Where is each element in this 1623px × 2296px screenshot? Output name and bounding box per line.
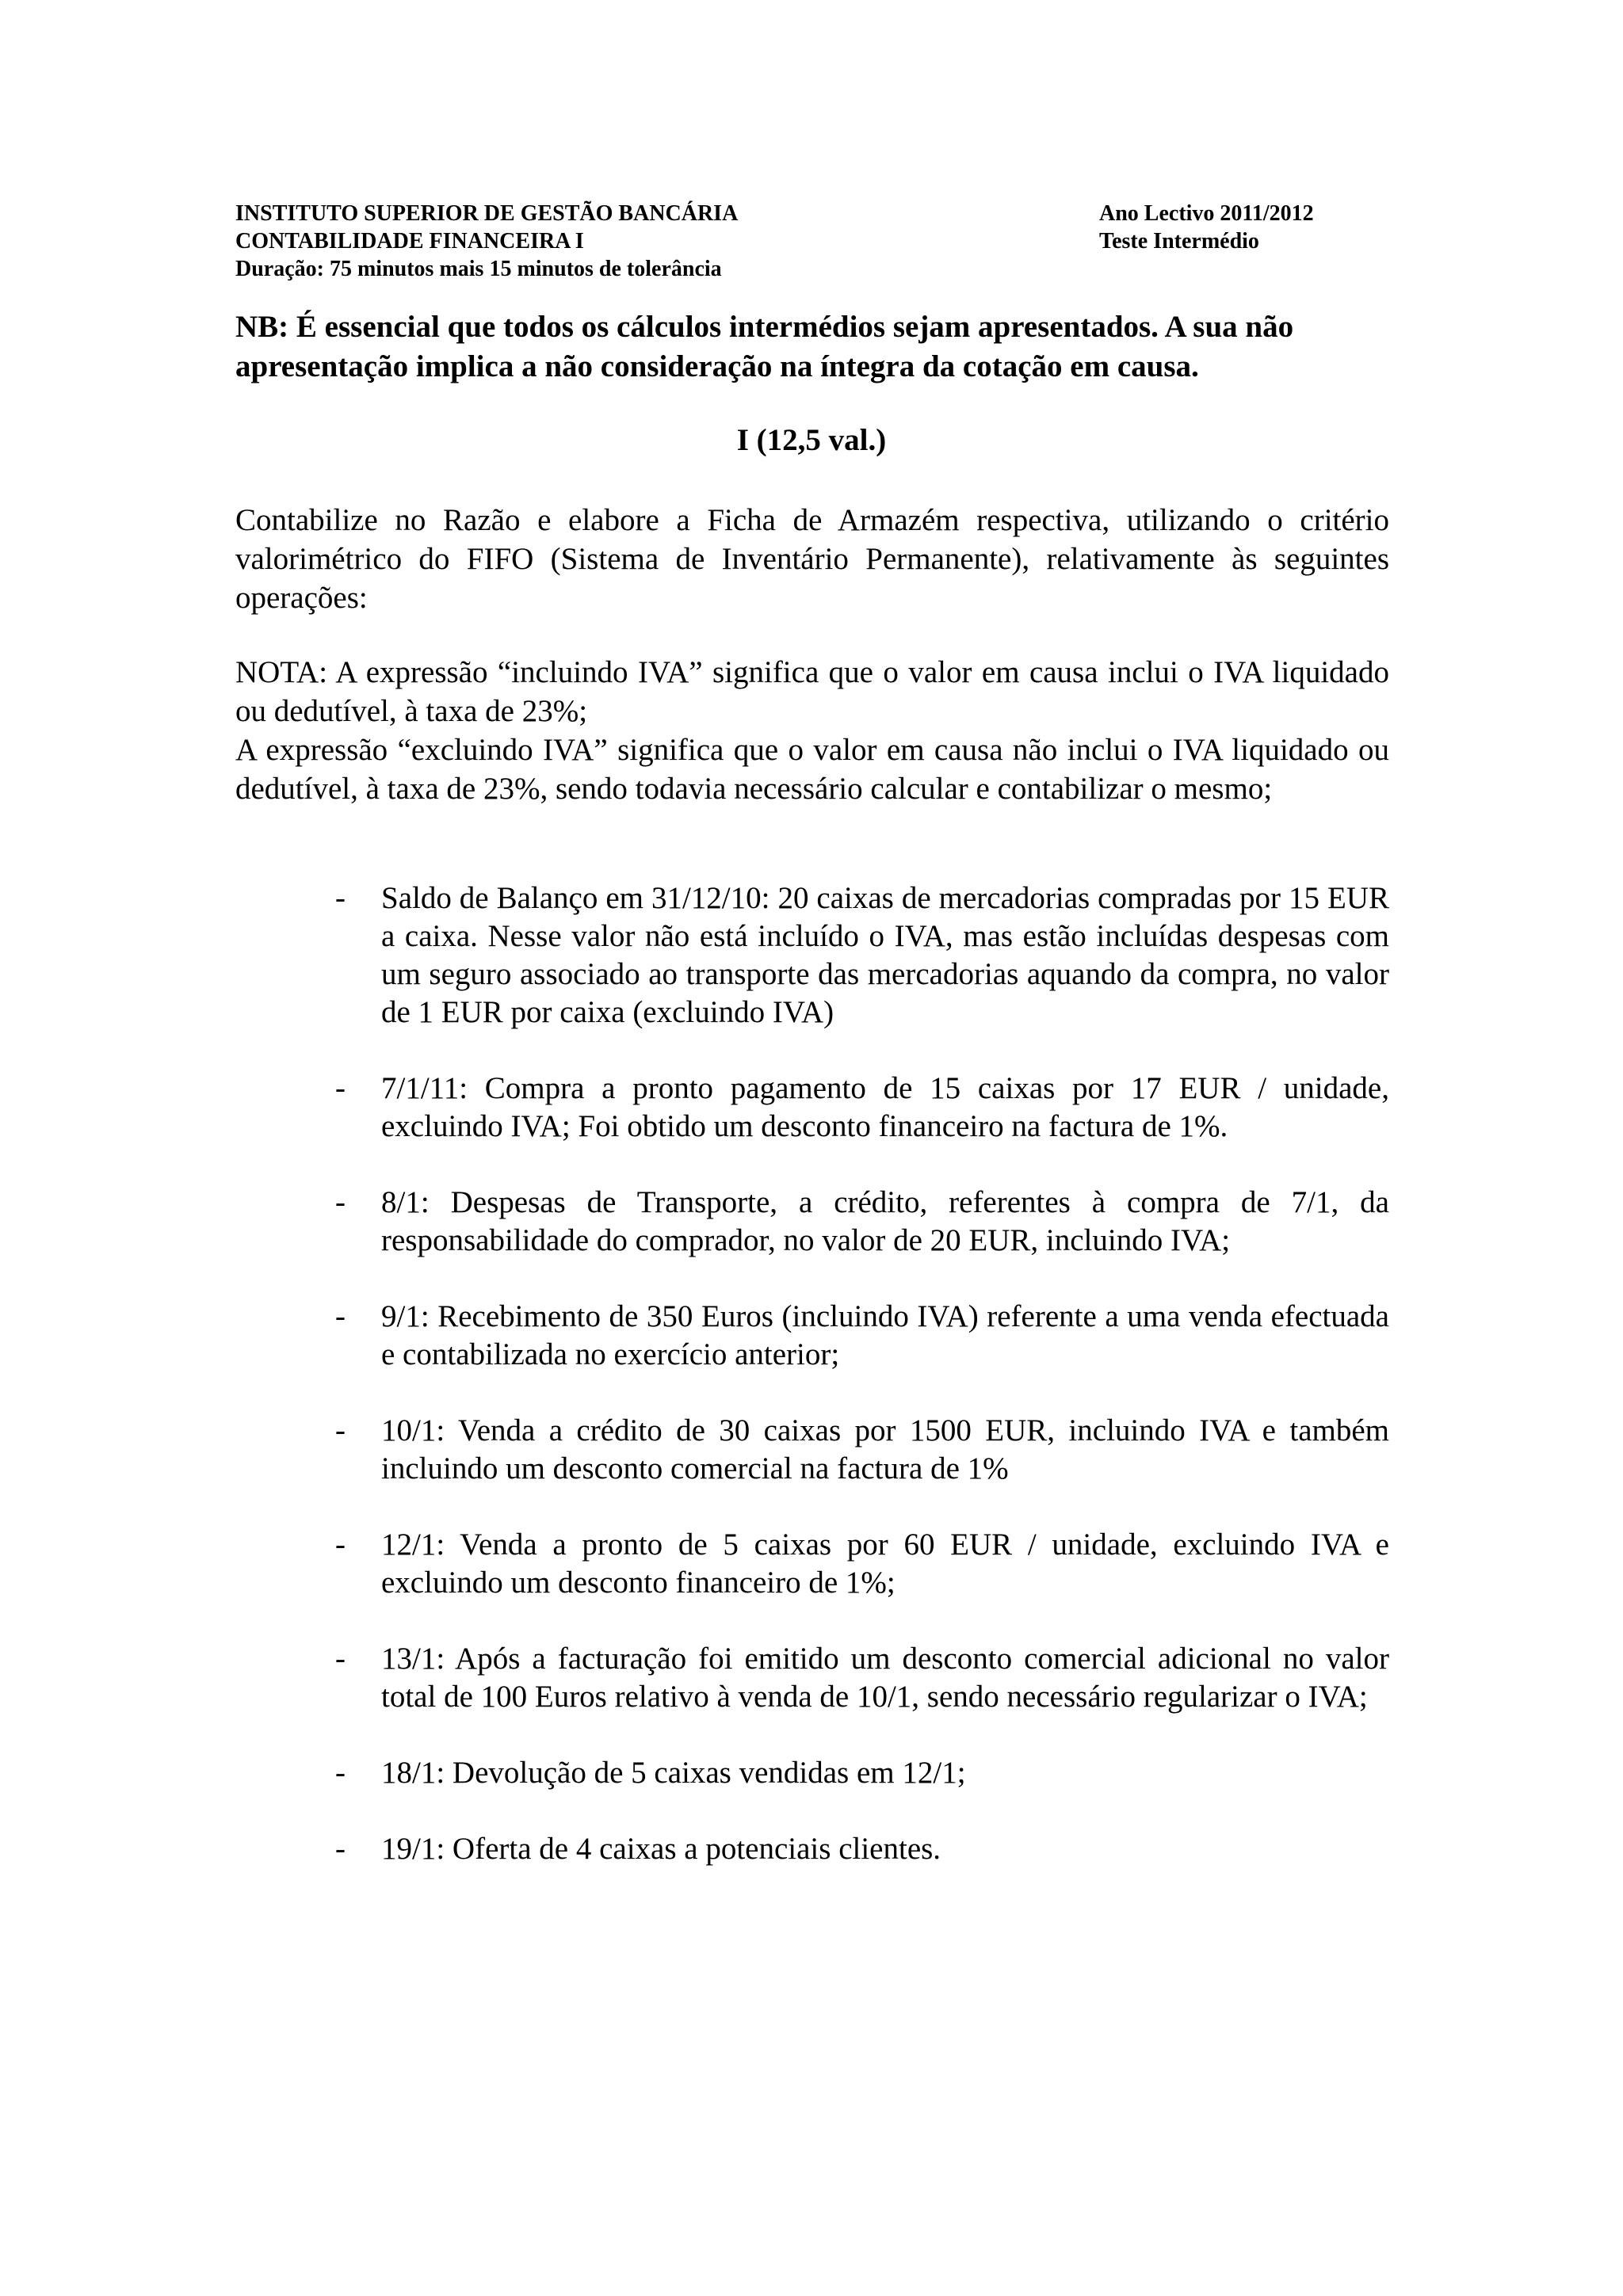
list-dash: - [335,1299,346,1333]
operation-text: 12/1: Venda a pronto de 5 caixas por 60 EUR / unidade, excluindo IVA e excluindo um desconto financeiro de 1%; [381,1527,1389,1600]
list-dash: - [335,1185,346,1219]
nb-notice: NB: É essencial que todos os cálculos intermédios sejam apresentados. A sua não apresentação implica a não consideração na íntegra da cotação em causa. [235,310,1294,383]
operation-text: 8/1: Despesas de Transporte, a crédito, referentes à compra de 7/1, da responsabilidade do comprador, no valor de 20 EUR, incluindo IVA; [381,1185,1389,1257]
academic-year: Ano Lectivo 2011/2012 [1099,201,1314,226]
list-item [329,1754,1389,1792]
list-dash: - [335,1832,346,1866]
list-dash: - [335,881,346,915]
note-line-1: NOTA: A expressão “incluindo IVA” significa que o valor em causa inclui o IVA liquidado ou dedutível, à taxa de 23%; [235,655,1389,728]
list-dash: - [335,1642,346,1676]
list-item [329,879,1389,1032]
header-row-1 [235,200,1361,227]
list-item [329,1412,1389,1488]
list-dash: - [335,1756,346,1790]
header-row-3 [235,255,1361,283]
operation-text: 7/1/11: Compra a pronto pagamento de 15 caixas por 17 EUR / unidade, excluindo IVA; Foi obtido um desconto financeiro na factura de 1%. [381,1071,1389,1143]
list-dash: - [335,1413,346,1447]
operation-text: 19/1: Oferta de 4 caixas a potenciais clientes. [381,1832,941,1866]
list-item [329,1830,1389,1868]
section-intro: Contabilize no Razão e elabore a Ficha de Armazém respectiva, utilizando o critério valorimétrico do FIFO (Sistema de Inventário Permanente), relativamente às seguintes operações: [235,503,1389,615]
operation-text: 13/1: Após a facturação foi emitido um desconto comercial adicional no valor total de 100 Euros relativo à venda de 10/1, sendo necessário regularizar o IVA; [381,1642,1389,1714]
operations-list [329,879,1389,1906]
exam-duration: Duração: 75 minutos mais 15 minutos de tolerância [235,257,722,281]
document-header [235,200,1361,283]
note-block [235,653,1389,808]
note-line-2: A expressão “excluindo IVA” significa que o valor em causa não inclui o IVA liquidado ou dedutível, à taxa de 23%, sendo todavia necessário calcular e contabilizar o mesmo; [235,733,1389,806]
operation-text: Saldo de Balanço em 31/12/10: 20 caixas de mercadorias compradas por 15 EUR a caixa. Nesse valor não está incluído o IVA, mas estão incluídas despesas com um seguro associado ao transporte das mercadorias aquando da compra, no valor de 1 EUR por caixa (excluindo IVA) [381,881,1389,1029]
list-item [329,1526,1389,1602]
institution-name: INSTITUTO SUPERIOR DE GESTÃO BANCÁRIA [235,201,739,226]
section-title: I (12,5 val.) [736,423,887,457]
header-row-2 [235,227,1361,255]
list-item [329,1184,1389,1260]
list-dash: - [335,1527,346,1562]
list-item [329,1640,1389,1716]
operation-text: 18/1: Devolução de 5 caixas vendidas em 12/1; [381,1756,966,1790]
operation-text: 10/1: Venda a crédito de 30 caixas por 1500 EUR, incluindo IVA e também incluindo um desconto comercial na factura de 1% [381,1413,1389,1486]
operation-text: 9/1: Recebimento de 350 Euros (incluindo IVA) referente a uma venda efectuada e contabilizada no exercício anterior; [381,1299,1389,1371]
list-item [329,1070,1389,1146]
list-dash: - [335,1071,346,1105]
exam-type: Teste Intermédio [1099,229,1259,254]
course-name: CONTABILIDADE FINANCEIRA I [235,229,584,254]
list-item [329,1298,1389,1374]
